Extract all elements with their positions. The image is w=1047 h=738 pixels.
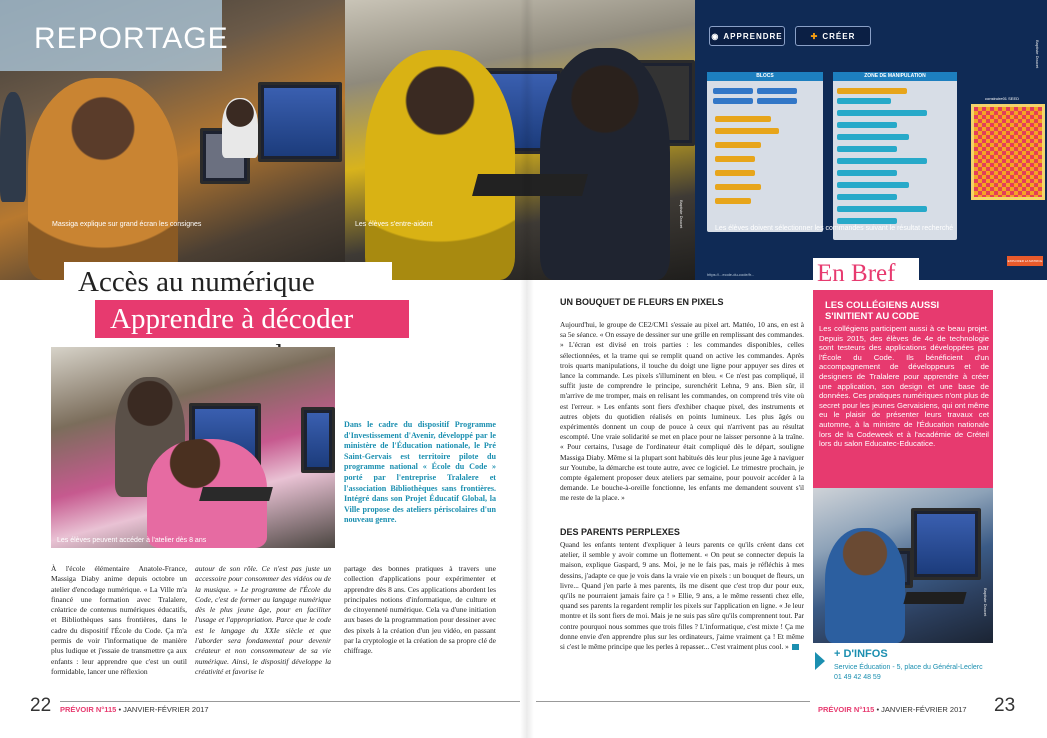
footer-right [818,705,967,714]
en-bref-tag-label: En Bref [817,260,896,287]
photo-caption: Les élèves s'entre-aident [355,221,433,228]
en-bref-text: Les collégiens participent aussi à ce beau projet. Depuis 2015, des élèves de 4e de technologie sont testeurs des applications développées par l'École du Code. Ils bénéficient d'un accompagnement de développeurs et de designers de Tralalere pour apprendre à créer une application, son design et une base de données. Ces pratiques numériques n'ont plus de secret pour les jeunes Gervaisiens, qui ont même eu le plaisir de présenter leurs travaux cet automne, à la ministre de l'Éducation nationale lors de la Codeweek et à l'académie de Créteil lors du salon Educatec-Educatice. [819,324,989,449]
photo-caption: Massiga explique sur grand écran les consignes [52,221,202,228]
apprendre-button: ◉ APPRENDRE [709,26,785,46]
code-block [715,142,761,148]
code-block [837,182,909,188]
code-block [837,122,897,128]
magazine-name: PRÉVOIR N°115 [818,705,875,714]
adult-instructor [222,98,258,158]
body-column-2 [195,564,331,677]
photo-caption: Les élèves peuvent accéder à l'atelier dès 8 ans [57,537,207,544]
code-block [715,170,755,176]
computer-monitor [301,407,335,473]
zone-header: ZONE DE MANIPULATION [833,72,957,81]
issue-date: • JANVIER-FÉVRIER 2017 [874,705,967,714]
code-block [837,170,897,176]
browser-url: https://...ecole-du-code/fr... [707,272,755,277]
code-block [757,88,797,94]
body-column-1 [51,564,187,677]
body-column-3-text: partage des bonnes pratiques à travers une collection d'applications pour expérimenter et apprendre dès 8 ans. Ces applications abordent les principales notions d'informatique, de culture et de citoyenneté numérique. Cela va d'une initiation aux bases de la programmation pour dessiner avec des pixels à la création d'un jeu vidéo, en passant par la cryptologie et la création de sa propre clé de chiffrage. [344,564,496,656]
page-number-left: 22 [30,695,52,716]
magazine-name: PRÉVOIR N°115 [60,705,117,714]
puzzle-icon: ✚ [810,31,819,41]
infos-address: Service Éducation - 5, place du Général-Leclerc [834,664,983,671]
en-bref-title: LES COLLÉGIENS AUSSI S'INITIENT AU CODE [825,300,940,322]
blocs-panel [707,72,823,232]
body-column-2-text: autour de son rôle. Ce n'est pas juste un accessoire pour consommer des vidéos ou de la musique. » Le programme de l'École du Code, c'est de former au langage numérique dès le plus jeune âge, pour en faciliter l'usage et l'appropriation. Parce que le code est le langage du XXIe siècle et que l'aborder sera fondamental pour devenir créateur et non consommateur de sa vie numérique. Ainsi, le dispositif développe la créativité et favorise le [195,564,331,676]
code-block [837,218,897,224]
code-block [837,206,927,212]
intro-paragraph: Dans le cadre du dispositif Programme d'Investissement d'Avenir, développé par le ministère de l'Éducation nationale, le Pré Saint-Gervais est territoire pilote du programme national « École du Code » porté par l'entreprise Tralalere et l'association Bibliothèques sans frontières. Intégré dans son Projet Éducatif Global, la Ville propose des ateliers périscolaires d'un nouveau genre. [344,420,496,525]
footer-rule-left [60,701,520,702]
footer-rule-right [536,701,810,702]
computer-monitor [258,82,342,162]
child-blue-sweater [825,528,905,643]
child-yellow-sweater [365,50,515,280]
photo-credit: Baptiste Doucet [1035,40,1040,69]
child-dark-jacket [540,48,670,280]
blocs-header: BLOCS [707,72,823,81]
code-block [715,184,761,190]
right-text-1: Aujourd'hui, le groupe de CE2/CM1 s'essaie au pixel art. Mattéo, 10 ans, en est à sa 5e séance. « On essaye de dessiner sur une grille en remplissant des commandes. » L'écran est divisé en trois parties : les commandes disponibles, celles sélectionnées, et la trame qui se remplit quand on active les commandes. Après trois quarts manipulations, il touche du doigt une ligne pour appuyer ses dires et lance la commande. Les pixels s'illuminent en bleu. « Ce n'est pas compliqué, il suffit juste de comprendre le principe, surenchérit Lehna, 9 ans. Bien sûr, il m'arrive de me tromper, mais en relisant les commandes, on comprend très vite où est l'erreur. » Les enfants sont fiers d'exhiber chaque pixel, des instruments et autres objets du quotidien réalisés en points lumineux. Les plus âgés ou expérimentés donnent un coup de pouce à ceux qui n'arrivent pas au résultat escompté. Une vraie solidarité se met en place pour ne laisser personne à la traîne. « Pour certains, l'usage de l'ordinateur était compliqué dès le départ, souligne Massiga Diaby. Même si la plupart sont habitués dès leur plus jeune âge à naviguer sur Youtube, la démarche est toute autre, avec ce logiciel. Le trimestre prochain, je compte également proposer deux ateliers par semaine, pour pouvoir accéder à la demande. Le bouche-à-oreille fonctionne, les enfants me demandent souvent s'il me reste de la place. » [560,320,804,503]
code-block [837,134,909,140]
code-block [713,98,753,104]
code-block [837,110,927,116]
code-block [837,146,897,152]
right-text-2-content: Quand les enfants tentent d'expliquer à leurs parents ce qu'ils créent dans cet atelier, il semble y avoir comme un flottement. « On peut se connecter depuis la maison, explique Gaspard, 9 ans. Moi, je ne le fais pas, mais je réfléchis à mes dessins, j'adapte ce que je vois dans la vraie vie en pixels : un bouquet de fleurs, un livre... Quand j'en parle à mes parents, ils me disent que c'est trop dur pour eux, qu'ils ne pourraient jamais faire ça ! » Ellie, 9 ans, a le même ressenti chez elle, quand ses parents la regardent remplir les pixels sur l'application en ligne. « Je leur montre et ils sont fiers de moi. Mais je ne suis pas sûre qu'ils comprennent tout. Par contre pourquoi nous sommes que trois filles ? L'informatique, c'est mixte ! Ça me donne envie d'en apprendre plus sur les ordinateurs, j'aime vraiment ça ! Et même si c'est le même principe que les perles à repasser... C'est vraiment plus cool. » [560,540,804,652]
code-block [715,116,771,122]
arrow-right-icon [815,652,825,670]
keyboard [199,487,273,501]
computer-monitor [911,508,981,580]
photo-credit: Baptiste Doucet [679,200,684,229]
code-block [715,128,779,134]
explorer-button: EXPLORER LA MATRICE [1007,256,1043,266]
child-orange-hoodie [28,78,178,280]
photo-collegien [813,488,993,643]
en-bref-tag [813,258,919,290]
code-block [837,88,907,94]
infos-phone: 01 49 42 48 59 [834,674,881,681]
code-block [757,98,797,104]
subhead-parents: DES PARENTS PERPLEXES [560,527,680,537]
infos-title: + D'INFOS [834,648,888,660]
body-column-3 [344,564,496,657]
photo-atelier-8-ans [51,347,335,548]
body-column-1-text: À l'école élémentaire Anatole-France, Massiga Diaby anime depuis octobre un atelier d'encodage numérique. « La Ville m'a financé une formation avec Tralalere, créatrice de contenus numériques éducatifs, et Bibliothèques sans frontières, dans le cadre du dispositif l'École du Code. Ça m'a permis de voir l'informatique de manière plus ludique et j'essaie de transmettre ça aux enfants : leur apprendre que c'est un outil formidable, lancer une réflexion [51,564,187,676]
photo-ecran-commandes [695,0,1047,280]
lightbulb-icon: ◉ [711,31,720,41]
right-text-2 [560,540,804,652]
photo-caption: Les élèves doivent sélectionner les commandes suivant le résultat recherché [715,225,954,232]
title-line-1: Accès au numérique [78,266,315,298]
creer-button: ✚ CRÉER [795,26,871,46]
code-block [713,88,753,94]
photo-credit: Baptiste Doucet [983,588,988,617]
code-block [837,98,891,104]
subhead-bouquet: UN BOUQUET DE FLEURS EN PIXELS [560,297,724,307]
section-tag [0,0,229,71]
keyboard [903,592,966,604]
issue-date: • JANVIER-FÉVRIER 2017 [116,705,209,714]
zone-manipulation-panel [833,72,957,240]
page-gutter [520,0,534,738]
page-number-right: 23 [994,695,1016,716]
title-line-2: Apprendre à décoder [110,303,354,335]
code-block [837,194,897,200]
code-block [715,198,751,204]
end-mark-icon [792,644,799,650]
pixel-grid-preview [971,104,1045,200]
child-left [0,92,26,202]
section-tag-label: REPORTAGE [34,22,229,55]
code-block [837,158,927,164]
code-block [715,156,755,162]
pixel-grid-preview-label: construire01 SEED [985,96,1020,101]
footer-left [60,705,209,714]
